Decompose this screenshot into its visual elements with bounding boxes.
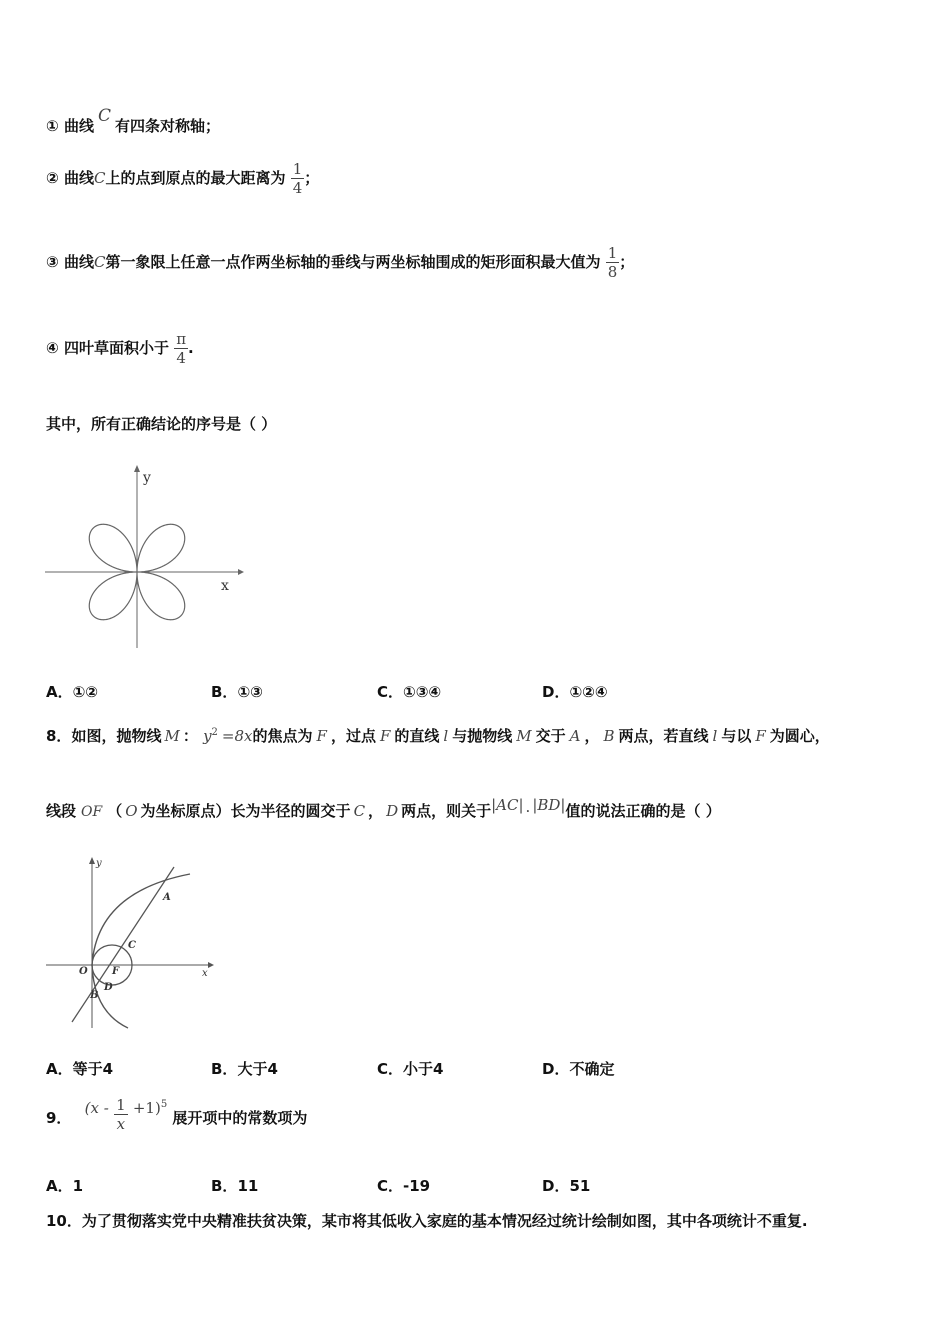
statement-4: ④ 四叶草面积小于 $\frac{\pi}{4}$ . bbox=[46, 330, 194, 367]
q8-option-b: B．大于4 bbox=[211, 1060, 278, 1078]
x-axis-label: x bbox=[221, 578, 229, 594]
svg-text:F: F bbox=[112, 966, 120, 977]
q7-question: 其中，所有正确结论的序号是（ ） bbox=[46, 415, 277, 433]
q8-option-a: A．等于4 bbox=[46, 1060, 114, 1078]
svg-text:x: x bbox=[202, 968, 208, 979]
q8-line-1: 8．如图，抛物线 M ： $y^2 =8x$的焦点为 F ，过点 F 的直线 l 与抛物线 M 交于 A ， B 两点，若直线 l 与以 F 为圆心， bbox=[46, 727, 830, 745]
q9-option-c: C．-19 bbox=[377, 1177, 431, 1195]
fraction-pi-4: $\frac{\pi}{4}$ bbox=[176, 330, 187, 367]
q7-option-a: A．①② bbox=[46, 683, 99, 701]
q9-option-a: A．1 bbox=[46, 1177, 84, 1195]
four-leaf-clover-figure bbox=[40, 462, 250, 652]
q9-option-b: B．11 bbox=[211, 1177, 259, 1195]
q7-option-b: B．①③ bbox=[211, 683, 263, 701]
svg-text:D: D bbox=[104, 982, 113, 993]
parabola-figure bbox=[42, 852, 222, 1032]
q8-option-c: C．小于4 bbox=[377, 1060, 444, 1078]
statement-1: ① 曲线 C 有四条对称轴； bbox=[46, 106, 220, 135]
statement-3: ③ 曲线C第一象限上任意一点作两坐标轴的垂线与两坐标轴围成的矩形面积最大值为 $\frac{1}{8}$ ； bbox=[46, 244, 635, 281]
svg-text:A: A bbox=[163, 892, 171, 903]
line-l bbox=[72, 867, 174, 1022]
fraction-1-x: $\frac{1}{x}$ bbox=[116, 1096, 126, 1133]
q9-question: 9． (x - $\frac{1}{x}$ +1)$^5$ 展开项中的常数项为 bbox=[46, 1096, 308, 1133]
q9-option-d: D．51 bbox=[542, 1177, 591, 1195]
q8-option-d: D．不确定 bbox=[542, 1060, 615, 1078]
parabola-curve bbox=[92, 874, 190, 1028]
fraction-1-8: $\frac{1}{8}$ bbox=[607, 244, 618, 281]
svg-text:O: O bbox=[79, 966, 88, 977]
q8-line-2: 线段 OF （ O 为坐标原点）长为半径的圆交于 C ， D 两点，则关于|AC| · |BD|值的说法正确的是（ ） bbox=[46, 796, 721, 820]
q7-option-c: C．①③④ bbox=[377, 683, 442, 701]
q7-option-d: D．①②④ bbox=[542, 683, 608, 701]
fraction-1-4: $\frac{1}{4}$ bbox=[292, 160, 303, 197]
svg-text:C: C bbox=[128, 940, 136, 951]
q10-question: 10．为了贯彻落实党中央精准扶贫决策，某市将其低收入家庭的基本情况经过统计绘制如图，其中各项统计不重复. bbox=[46, 1212, 808, 1230]
y-axis-label: y bbox=[143, 470, 151, 486]
svg-text:y: y bbox=[96, 858, 102, 869]
svg-text:B: B bbox=[90, 990, 99, 1001]
statement-2: ② 曲线C上的点到原点的最大距离为 $\frac{1}{4}$ ； bbox=[46, 160, 320, 197]
